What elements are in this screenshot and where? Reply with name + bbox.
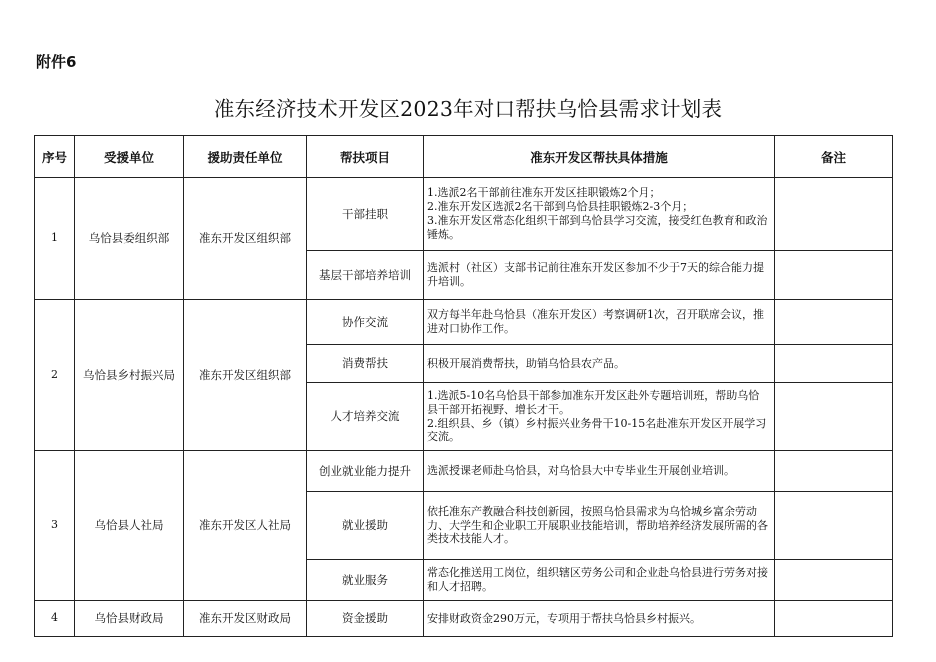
responsible-unit: 准东开发区财政局 <box>184 601 307 637</box>
table-row <box>35 300 893 345</box>
aided-unit: 乌恰县财政局 <box>75 601 184 637</box>
header-unit: 受援单位 <box>75 136 184 178</box>
project: 协作交流 <box>307 300 424 345</box>
remark <box>775 451 893 492</box>
table-row <box>35 178 893 251</box>
document-title: 准东经济技术开发区2023年对口帮扶乌恰县需求计划表 <box>213 97 723 121</box>
aided-unit: 乌恰县人社局 <box>75 451 184 601</box>
remark <box>775 251 893 300</box>
measures: 积极开展消费帮扶，助销乌恰县农产品。 <box>424 345 775 383</box>
measures: 安排财政资金290万元，专项用于帮扶乌恰县乡村振兴。 <box>424 601 775 637</box>
measures: 1.选派2名干部前往准东开发区挂职锻炼2个月； 2.准东开发区选派2名干部到乌恰县挂职锻炼2-3个月； 3.准东开发区常态化组织干部到乌恰县学习交流，接受红色教育和政治锤炼。 <box>424 178 775 251</box>
header-row <box>35 136 893 178</box>
header-project: 帮扶项目 <box>307 136 424 178</box>
remark <box>775 345 893 383</box>
measures: 1.选派5-10名乌恰县干部参加准东开发区赴外专题培训班，帮助乌恰县干部开拓视野、增长才干。 2.组织县、乡（镇）乡村振兴业务骨干10-15名赴准东开发区开展学习交流。 <box>424 383 775 451</box>
aided-unit: 乌恰县委组织部 <box>75 178 184 300</box>
header-remark: 备注 <box>775 136 893 178</box>
row-no: 4 <box>35 601 75 637</box>
project: 干部挂职 <box>307 178 424 251</box>
header-measures: 准东开发区帮扶具体措施 <box>424 136 775 178</box>
measures: 依托准东产教融合科技创新园，按照乌恰县需求为乌恰城乡富余劳动力、大学生和企业职工开展职业技能培训，帮助培养经济发展所需的各类技术技能人才。 <box>424 492 775 560</box>
table-row <box>35 601 893 637</box>
header-resp: 援助责任单位 <box>184 136 307 178</box>
responsible-unit: 准东开发区组织部 <box>184 178 307 300</box>
project: 消费帮扶 <box>307 345 424 383</box>
measures: 常态化推送用工岗位，组织辖区劳务公司和企业赴乌恰县进行劳务对接和人才招聘。 <box>424 560 775 601</box>
remark <box>775 560 893 601</box>
row-no: 1 <box>35 178 75 300</box>
project: 人才培养交流 <box>307 383 424 451</box>
project: 就业援助 <box>307 492 424 560</box>
remark <box>775 178 893 251</box>
measures: 选派授课老师赴乌恰县，对乌恰县大中专毕业生开展创业培训。 <box>424 451 775 492</box>
measures: 双方每半年赴乌恰县（准东开发区）考察调研1次，召开联席会议，推进对口协作工作。 <box>424 300 775 345</box>
project: 就业服务 <box>307 560 424 601</box>
project: 资金援助 <box>307 601 424 637</box>
responsible-unit: 准东开发区组织部 <box>184 300 307 451</box>
responsible-unit: 准东开发区人社局 <box>184 451 307 601</box>
project: 基层干部培养培训 <box>307 251 424 300</box>
aided-unit: 乌恰县乡村振兴局 <box>75 300 184 451</box>
measures: 选派村（社区）支部书记前往准东开发区参加不少于7天的综合能力提升培训。 <box>424 251 775 300</box>
attachment-label: 附件6 <box>36 53 77 71</box>
remark <box>775 383 893 451</box>
plan-table <box>34 135 893 637</box>
row-no: 2 <box>35 300 75 451</box>
row-no: 3 <box>35 451 75 601</box>
header-no: 序号 <box>35 136 75 178</box>
remark <box>775 492 893 560</box>
project: 创业就业能力提升 <box>307 451 424 492</box>
remark <box>775 601 893 637</box>
table-row <box>35 451 893 492</box>
remark <box>775 300 893 345</box>
